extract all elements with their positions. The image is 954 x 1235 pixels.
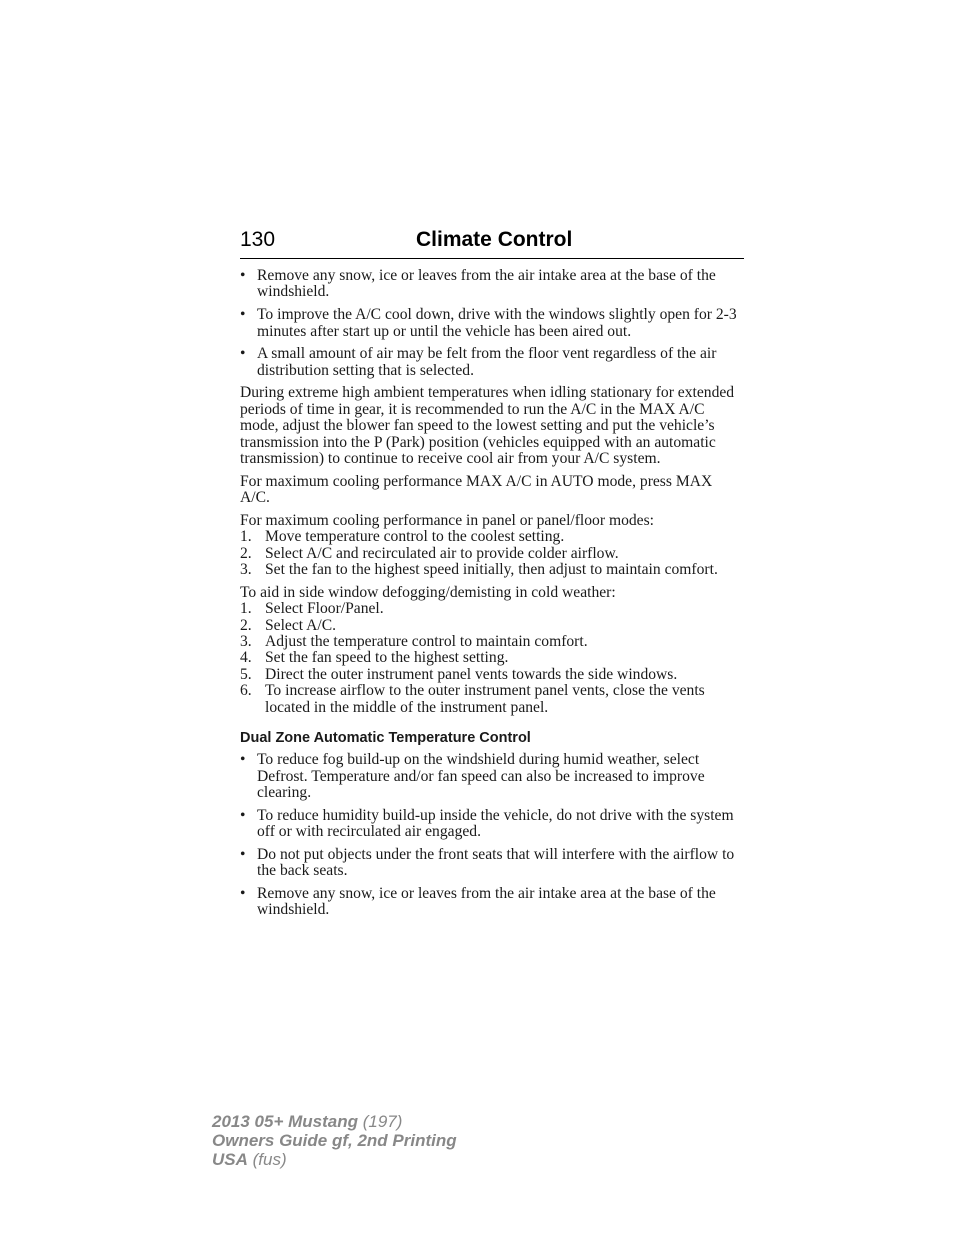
bullet-item	[240, 886, 745, 919]
list-item	[240, 683, 745, 716]
list-item	[240, 562, 745, 578]
footer-guide: Owners Guide gf, 2nd Printing	[212, 1131, 457, 1150]
numbered-list-panel	[240, 529, 745, 578]
list-text: Select A/C and recirculated air to provide colder airflow.	[265, 544, 619, 562]
paragraph-max-ac-auto: For maximum cooling performance MAX A/C in AUTO mode, press MAX A/C.	[240, 472, 713, 507]
list-text: Move temperature control to the coolest setting.	[265, 528, 565, 546]
list-number: 4.	[240, 649, 252, 667]
bullet-text: Remove any snow, ice or leaves from the air intake area at the base of the windshield.	[257, 267, 716, 301]
list-text: Adjust the temperature control to maintain comfort.	[265, 632, 588, 650]
bullet-symbol: •	[240, 845, 246, 863]
paragraph-extreme-temperatures: During extreme high ambient temperatures when idling stationary for extended periods of time in gear, it is recommended to run the A/C in the MAX A/C mode, adjust the blower fan speed to the lowest setting and put the vehicle’s transmission into the P (Park) position (vehicles equipped with an automatic transmission) to continue to receive cool air from your A/C system.	[240, 384, 735, 467]
bullet-text: Do not put objects under the front seats that will interfere with the airflow to the back seats.	[257, 845, 735, 880]
bullet-item	[240, 752, 745, 801]
bullet-item	[240, 847, 745, 880]
page-number: 130	[240, 228, 276, 251]
bullet-symbol: •	[240, 806, 246, 824]
bullet-symbol: •	[240, 267, 246, 284]
bullet-text: A small amount of air may be felt from the floor vent regardless of the air distribution setting that is selected.	[257, 345, 717, 379]
bullet-symbol: •	[240, 885, 246, 903]
page-content	[240, 268, 745, 925]
list-text: Set the fan to the highest speed initially, then adjust to maintain comfort.	[265, 560, 718, 578]
list-text: Select A/C.	[265, 616, 337, 634]
footer-line-3	[212, 1150, 457, 1169]
numbered-list-defog	[240, 601, 745, 716]
paragraph-panel-intro: For maximum cooling performance in panel or panel/floor modes:	[240, 511, 654, 529]
defog-section	[240, 585, 745, 716]
bullet-text: To reduce humidity build-up inside the vehicle, do not drive with the system off or with recirculated air engaged.	[257, 806, 734, 841]
bullet-list-bottom	[240, 752, 745, 919]
bullet-item	[240, 346, 745, 379]
footer-model: 2013 05+ Mustang	[212, 1112, 358, 1131]
list-item	[240, 634, 745, 650]
bullet-symbol: •	[240, 751, 246, 769]
list-item	[240, 546, 745, 562]
footer-line-2	[212, 1131, 457, 1150]
list-number: 3.	[240, 560, 252, 578]
bullet-symbol: •	[240, 345, 246, 363]
footer-market: USA	[212, 1150, 248, 1169]
list-number: 1.	[240, 600, 252, 618]
list-text: To increase airflow to the outer instrument panel vents, close the vents located in the middle of the instrument panel.	[265, 682, 705, 716]
footer-market-code: (fus)	[252, 1150, 287, 1169]
list-number: 2.	[240, 544, 252, 562]
footer-model-code: (197)	[362, 1112, 403, 1131]
bullet-text: To reduce fog build-up on the windshield during humid weather, select Defrost. Temperature and/or fan speed can also be increased to improve clearing.	[257, 751, 705, 802]
page-header	[240, 228, 744, 259]
list-number: 6.	[240, 682, 252, 700]
footer-line-1	[212, 1112, 457, 1131]
bullet-text: Remove any snow, ice or leaves from the air intake area at the base of the windshield.	[257, 885, 716, 919]
list-item	[240, 618, 745, 634]
list-text: Set the fan speed to the highest setting.	[265, 649, 509, 667]
paragraph-defog-intro: To aid in side window defogging/demisting in cold weather:	[240, 583, 616, 601]
list-number: 5.	[240, 665, 252, 683]
list-number: 1.	[240, 528, 252, 546]
list-item	[240, 601, 745, 617]
section-heading: Dual Zone Automatic Temperature Control	[240, 729, 531, 746]
bullet-list-top	[240, 268, 745, 379]
list-text: Direct the outer instrument panel vents towards the side windows.	[265, 665, 678, 683]
bullet-item	[240, 268, 745, 301]
bullet-item	[240, 307, 745, 340]
list-item	[240, 650, 745, 666]
list-number: 2.	[240, 616, 252, 634]
list-text: Select Floor/Panel.	[265, 600, 384, 618]
list-number: 3.	[240, 632, 252, 650]
bullet-item	[240, 808, 745, 841]
page-footer	[212, 1112, 457, 1169]
list-item	[240, 529, 745, 545]
bullet-symbol: •	[240, 306, 246, 324]
chapter-title: Climate Control	[416, 228, 573, 251]
bullet-text: To improve the A/C cool down, drive with the windows slightly open for 2-3 minutes after start up or until the vehicle has been aired out.	[257, 306, 737, 340]
panel-mode-section	[240, 513, 745, 579]
list-item	[240, 667, 745, 683]
